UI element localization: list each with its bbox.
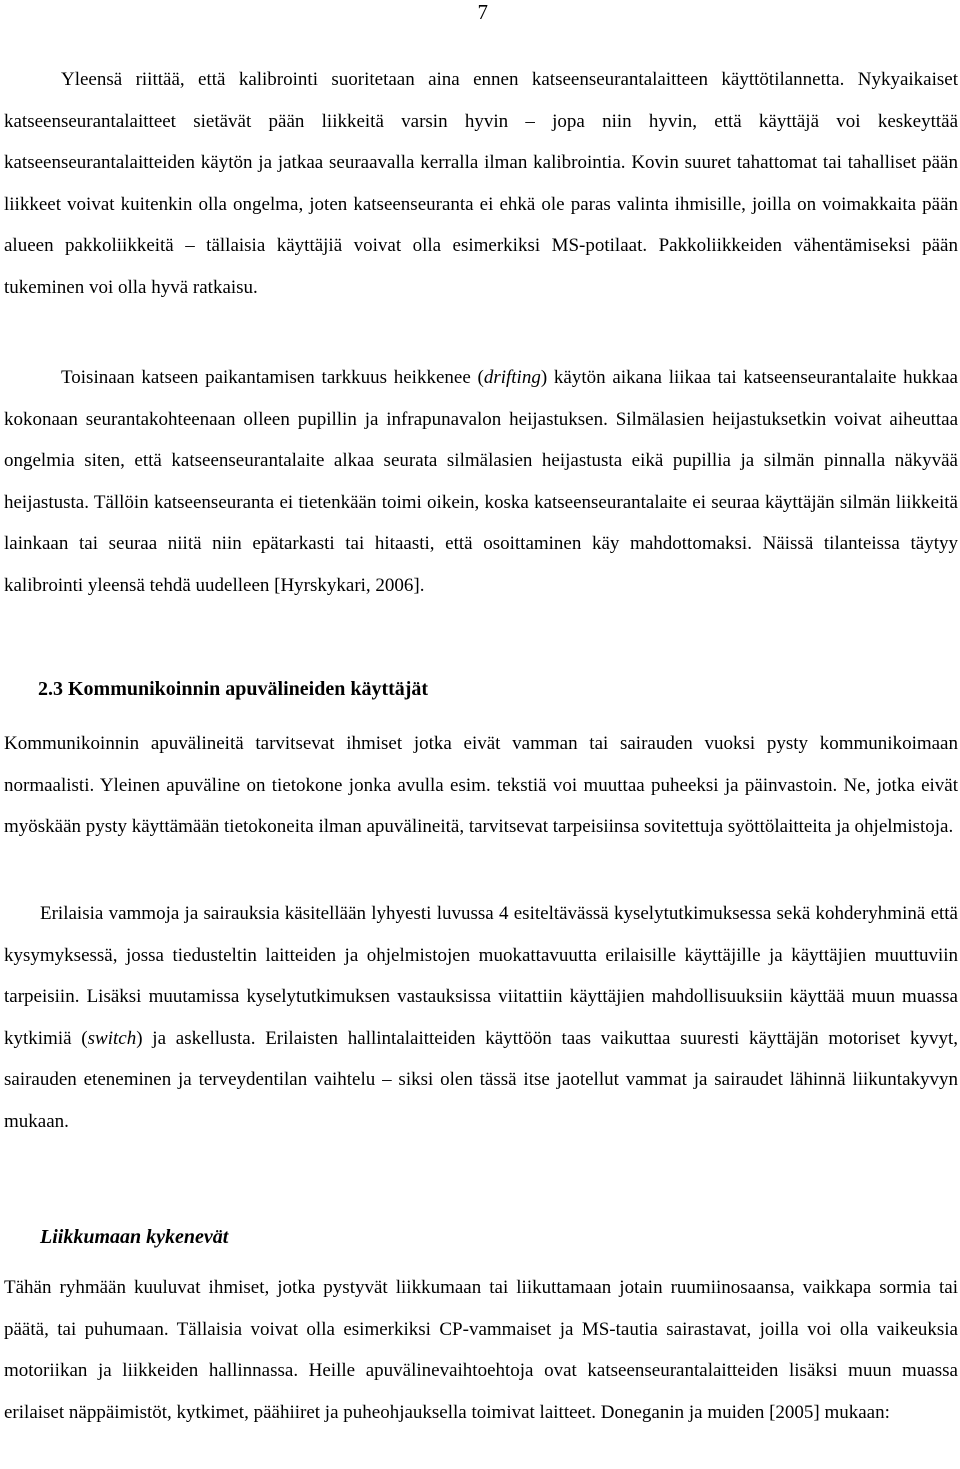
paragraph-text: Tähän ryhmään kuuluvat ihmiset, jotka pystyvät liikkumaan tai liikuttamaan jotain ruumiinosaansa, vaikkapa sormia tai päätä, tai puhumaan. Tällaisia voivat olla esimerkiksi CP-vammaiset ja MS-tautia sairastavat, joilla voi olla vaikeuksia motoriikan ja liikkeiden hallinnassa. Heille apuvälinevaihtoehtoja ovat katseenseurantalaitteiden lisäksi muun muassa erilaiset näppäimistöt, kytkimet, päähiiret ja puheohjauksella toimivat laitteet. Doneganin ja muiden [2005] mukaan: [4, 1277, 958, 1423]
paragraph-communication-aids [4, 723, 958, 848]
paragraph-text: ) käytön aikana liikaa tai katseenseurantalaite hukkaa kokonaan seurantakohteenaan olleen pupillin ja infrapunavalon heijastuksen. Silmälasien heijastuksetkin voivat aiheuttaa ongelmia siten, että katseenseurantalaite alkaa seurata silmälasien heijastusta eikä pupillia ja silmän pinnalla näkyvää heijastusta. Tällöin katseenseuranta ei tietenkään toimi oikein, koska katseenseurantalaite ei seuraa käyttäjän silmän liikkeitä lainkaan tai seuraa niitä niin epätarkasti tai hitaasti, että osoittaminen käy mahdottomaksi. Näissä tilanteissa täytyy kalibrointi yleensä tehdä uudelleen [Hyrskykari, 2006]. [4, 367, 958, 596]
paragraph-text: Kommunikoinnin apuvälineitä tarvitsevat ihmiset jotka eivät vamman tai sairauden vuoksi pysty kommunikoimaan normaalisti. Yleinen apuväline on tietokone jonka avulla esim. tekstiä voi muuttaa puheeksi ja päinvastoin. Ne, jotka eivät myöskään pysty käyttämään tietokoneita ilman apuvälineitä, tarvitsevat tarpeisiinsa sovitettuja syöttölaitteita ja ohjelmistoja. [4, 733, 958, 838]
italic-term: drifting [483, 367, 541, 388]
paragraph-text: ) ja askellusta. Erilaisten hallintalaitteiden käyttöön taas vaikuttaa suuresti käyttäjän motoriset kyvyt, sairauden eteneminen ja terveydentilan vaihtelu – siksi olen tässä itse jaotellut vammat ja sairaudet lähinnä liikuntakyvyn mukaan. [4, 1027, 958, 1132]
paragraph-text: Erilaisia vammoja ja sairauksia käsitellään lyhyesti luvussa 4 esiteltävässä kyselytutkimuksessa sekä kohderyhminä että kysymyksessä, jossa tiedusteltin laitteiden ja ohjelmistojen muokattavuutta erilaisille käyttäjille ja käyttäjien muuttuviin tarpeisiin. Lisäksi muutamissa kyselytutkimuksen vastauksissa viitattiin käyttäjien mahdollisuuksiin käyttää muun muassa kytkimiä ( [4, 903, 958, 1049]
section-heading: 2.3 Kommunikoinnin apuvälineiden käyttäjät [38, 678, 429, 700]
italic-term: switch [87, 1027, 137, 1049]
subsection-heading: Liikkumaan kykenevät [40, 1226, 229, 1248]
paragraph-mobile-users [4, 1267, 958, 1433]
paragraph-text: Yleensä riittää, että kalibrointi suoritetaan aina ennen katseenseurantalaitteen käyttötilannetta. Nykyaikaiset katseenseurantalaitteet sietävät pään liikkeitä varsin hyvin – jopa niin hyvin, että käyttäjä voi keskeyttää katseenseurantalaitteiden käytön ja jatkaa seuraavalla kerralla ilman kalibrointia. Kovin suuret tahattomat tai tahalliset pään liikkeet voivat kuitenkin olla ongelma, joten katseenseuranta ei ehkä ole paras valinta ihmisille, joilla on voimakkaita pään alueen pakkoliikkeitä – tällaisia käyttäjiä voivat olla esimerkiksi MS-potilaat. Pakkoliikkeiden vähentämiseksi pään tukeminen voi olla hyvä ratkaisu. [4, 69, 958, 298]
paragraph-disabilities [4, 893, 958, 1143]
paragraph-calibration [4, 59, 958, 309]
paragraph-drifting [4, 357, 958, 607]
page-number: 7 [477, 0, 488, 24]
paragraph-text: Toisinaan katseen paikantamisen tarkkuus heikkenee ( [61, 367, 484, 388]
